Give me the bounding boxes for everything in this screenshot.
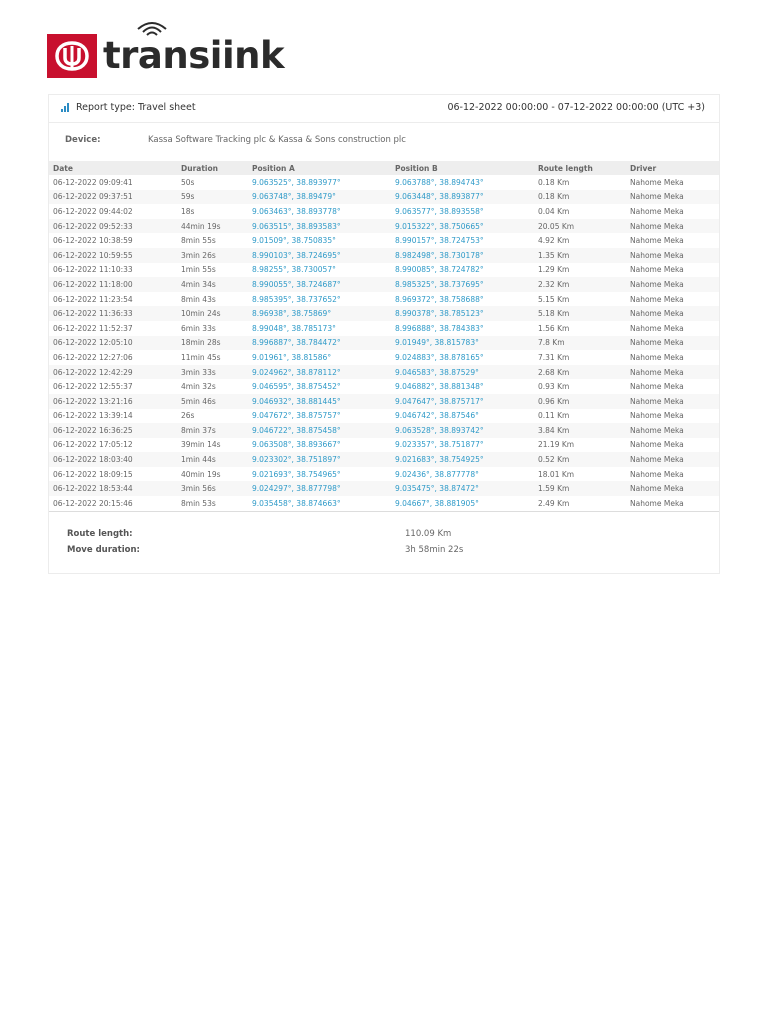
- move-duration-label: Move duration:: [67, 545, 140, 555]
- cell-route-length: 0.04 Km: [538, 206, 570, 216]
- cell-route-length: 7.8 Km: [534, 336, 626, 351]
- column-header-date: Date: [49, 161, 177, 175]
- cell-route-length: 0.18 Km: [538, 177, 570, 187]
- cell-route-length: 21.19 Km: [538, 440, 575, 450]
- cell-duration: 18s: [181, 206, 195, 216]
- cell-date: 06-12-2022 09:44:02: [53, 206, 133, 216]
- cell-position-a[interactable]: 9.063463°, 38.893778°: [252, 206, 341, 216]
- table-row: [49, 350, 719, 365]
- table-row: [49, 248, 719, 263]
- cell-position-a[interactable]: 8.99048°, 38.785173°: [252, 323, 336, 333]
- cell-date: 06-12-2022 12:55:37: [53, 382, 133, 392]
- cell-driver: Nahome Meka: [630, 323, 684, 333]
- brand-logo: [47, 30, 284, 82]
- cell-position-a[interactable]: 9.035458°, 38.874663°: [252, 498, 341, 508]
- cell-route-length: 20.05 Km: [534, 219, 626, 234]
- device-row: [49, 123, 719, 159]
- table-row: [49, 306, 719, 321]
- cell-duration: 8min 37s: [177, 423, 248, 438]
- table-row: [49, 409, 719, 424]
- cell-date: 06-12-2022 10:38:59: [53, 236, 133, 246]
- cell-duration: 59s: [177, 190, 248, 205]
- cell-driver: Nahome Meka: [626, 277, 719, 292]
- cell-route-length: 0.18 Km: [534, 190, 626, 205]
- cell-route-length: 5.18 Km: [534, 306, 626, 321]
- cell-driver: Nahome Meka: [626, 306, 719, 321]
- cell-duration: 4min 34s: [177, 277, 248, 292]
- cell-duration: 26s: [181, 411, 195, 421]
- cell-driver: Nahome Meka: [626, 423, 719, 438]
- cell-duration: 8min 55s: [181, 236, 216, 246]
- cell-position-a[interactable]: 9.01509°, 38.750835°: [252, 236, 336, 246]
- cell-route-length: 1.59 Km: [534, 481, 626, 496]
- table-row: [49, 263, 719, 278]
- cell-position-a[interactable]: 9.063525°, 38.893977°: [252, 177, 341, 187]
- cell-route-length: 5.15 Km: [538, 294, 570, 304]
- cell-position-a[interactable]: 8.96938°, 38.75869°: [248, 306, 391, 321]
- table-row: [49, 394, 719, 409]
- cell-duration: 18min 28s: [177, 336, 248, 351]
- cell-route-length: 0.52 Km: [534, 452, 626, 467]
- cell-driver: Nahome Meka: [626, 248, 719, 263]
- cell-date: 06-12-2022 18:09:15: [53, 469, 133, 479]
- cell-position-b[interactable]: 9.046742°, 38.87546°: [395, 411, 479, 421]
- cell-driver: Nahome Meka: [630, 498, 684, 508]
- cell-position-b[interactable]: 8.996888°, 38.784383°: [395, 323, 484, 333]
- cell-driver: Nahome Meka: [626, 365, 719, 380]
- cell-date: 06-12-2022 10:59:55: [49, 248, 177, 263]
- cell-date: 06-12-2022 13:39:14: [53, 411, 133, 421]
- cell-date: 06-12-2022 09:09:41: [53, 177, 133, 187]
- cell-date: 06-12-2022 09:52:33: [49, 219, 177, 234]
- cell-position-b[interactable]: 9.035475°, 38.87472°: [391, 481, 534, 496]
- table-row: [49, 467, 719, 482]
- cell-route-length: 0.96 Km: [534, 394, 626, 409]
- table-row: [49, 292, 719, 307]
- table-row: [49, 438, 719, 453]
- cell-route-length: 4.92 Km: [538, 236, 570, 246]
- cell-position-a[interactable]: 9.063515°, 38.893583°: [248, 219, 391, 234]
- bar-chart-icon: [61, 103, 70, 112]
- table-row: [49, 321, 719, 336]
- cell-date: 06-12-2022 12:05:10: [49, 336, 177, 351]
- cell-duration: 6min 33s: [181, 323, 216, 333]
- cell-position-b[interactable]: 9.046583°, 38.87529°: [391, 365, 534, 380]
- cell-position-b[interactable]: 9.04667°, 38.881905°: [395, 498, 479, 508]
- device-value: Kassa Software Tracking plc & Kassa & Sons construction plc: [148, 135, 406, 145]
- cell-route-length: 1.35 Km: [534, 248, 626, 263]
- cell-position-b[interactable]: 8.990378°, 38.785123°: [391, 306, 534, 321]
- cell-position-b[interactable]: 9.01949°, 38.815783°: [391, 336, 534, 351]
- cell-date: 06-12-2022 12:27:06: [53, 352, 133, 362]
- table-header-row: [49, 161, 719, 175]
- cell-route-length: 3.84 Km: [534, 423, 626, 438]
- cell-position-a[interactable]: 9.046932°, 38.881445°: [248, 394, 391, 409]
- cell-duration: 5min 46s: [177, 394, 248, 409]
- cell-position-b[interactable]: 8.990157°, 38.724753°: [395, 236, 484, 246]
- cell-duration: 8min 53s: [181, 498, 216, 508]
- table-row: [49, 204, 719, 219]
- column-header-position-a: Position A: [248, 161, 391, 175]
- column-header-position-b: Position B: [391, 161, 534, 175]
- cell-route-length: 2.49 Km: [538, 498, 570, 508]
- cell-duration: 4min 32s: [181, 382, 216, 392]
- table-row: [49, 481, 719, 496]
- cell-driver: Nahome Meka: [626, 219, 719, 234]
- table-row: [49, 233, 719, 248]
- table-row: [49, 452, 719, 467]
- cell-position-b[interactable]: 9.023357°, 38.751877°: [395, 440, 484, 450]
- cell-driver: Nahome Meka: [630, 352, 684, 362]
- cell-driver: Nahome Meka: [630, 469, 684, 479]
- report-type-label: Report type: Travel sheet: [76, 102, 196, 113]
- report-header: [49, 95, 719, 123]
- cell-duration: 50s: [181, 177, 195, 187]
- column-header-driver: Driver: [626, 161, 719, 175]
- signal-wave-icon: [135, 18, 169, 36]
- cell-position-b[interactable]: 9.024883°, 38.878165°: [395, 352, 484, 362]
- transiink-logo-icon: [47, 34, 97, 78]
- cell-position-a[interactable]: 8.990103°, 38.724695°: [248, 248, 391, 263]
- cell-position-b[interactable]: 9.021683°, 38.754925°: [391, 452, 534, 467]
- cell-date: 06-12-2022 11:52:37: [53, 323, 133, 333]
- cell-position-b[interactable]: 9.063448°, 38.893877°: [391, 190, 534, 205]
- table-row: [49, 190, 719, 205]
- cell-position-b[interactable]: 9.047647°, 38.875717°: [391, 394, 534, 409]
- cell-duration: 40min 19s: [181, 469, 221, 479]
- cell-route-length: 2.32 Km: [534, 277, 626, 292]
- cell-position-a[interactable]: 8.996887°, 38.784472°: [248, 336, 391, 351]
- cell-position-b[interactable]: 9.063788°, 38.894743°: [395, 177, 484, 187]
- cell-driver: Nahome Meka: [630, 382, 684, 392]
- cell-position-a[interactable]: 9.024962°, 38.878112°: [248, 365, 391, 380]
- column-header-route-length: Route length: [534, 161, 626, 175]
- cell-driver: Nahome Meka: [630, 440, 684, 450]
- table-row: [49, 336, 719, 351]
- cell-duration: 1min 55s: [181, 265, 216, 275]
- cell-driver: Nahome Meka: [626, 394, 719, 409]
- cell-driver: Nahome Meka: [630, 206, 684, 216]
- cell-duration: 8min 43s: [181, 294, 216, 304]
- travel-sheet-report: [48, 94, 720, 574]
- cell-duration: 39min 14s: [181, 440, 221, 450]
- table-row: [49, 365, 719, 380]
- cell-route-length: 1.29 Km: [538, 265, 570, 275]
- cell-duration: 3min 26s: [177, 248, 248, 263]
- cell-position-b[interactable]: 8.982498°, 38.730178°: [391, 248, 534, 263]
- cell-date: 06-12-2022 12:42:29: [49, 365, 177, 380]
- table-row: [49, 277, 719, 292]
- cell-position-b[interactable]: 8.969372°, 38.758688°: [395, 294, 484, 304]
- cell-date: 06-12-2022 17:05:12: [53, 440, 133, 450]
- cell-position-b[interactable]: 9.046882°, 38.881348°: [395, 382, 484, 392]
- cell-position-a[interactable]: 9.024297°, 38.877798°: [248, 481, 391, 496]
- cell-route-length: 0.93 Km: [538, 382, 570, 392]
- cell-position-b[interactable]: 9.015322°, 38.750665°: [391, 219, 534, 234]
- trips-table-body: [49, 175, 719, 511]
- cell-route-length: 1.56 Km: [538, 323, 570, 333]
- cell-position-b[interactable]: 9.063528°, 38.893742°: [391, 423, 534, 438]
- cell-position-a[interactable]: 9.023302°, 38.751897°: [248, 452, 391, 467]
- table-row: [49, 423, 719, 438]
- cell-position-b[interactable]: 8.985325°, 38.737695°: [391, 277, 534, 292]
- cell-position-a[interactable]: 8.985395°, 38.737652°: [252, 294, 341, 304]
- cell-date: 06-12-2022 11:10:33: [53, 265, 133, 275]
- cell-route-length: 0.11 Km: [538, 411, 570, 421]
- brand-name: transiink: [103, 34, 285, 77]
- move-duration-value: 3h 58min 22s: [405, 545, 464, 555]
- table-row: [49, 219, 719, 234]
- cell-duration: 3min 56s: [177, 481, 248, 496]
- cell-position-a[interactable]: 9.063748°, 38.89479°: [248, 190, 391, 205]
- table-row: [49, 496, 719, 511]
- cell-driver: Nahome Meka: [630, 265, 684, 275]
- cell-duration: 3min 33s: [177, 365, 248, 380]
- cell-driver: Nahome Meka: [626, 481, 719, 496]
- cell-route-length: 7.31 Km: [538, 352, 570, 362]
- cell-driver: Nahome Meka: [630, 411, 684, 421]
- cell-duration: 10min 24s: [177, 306, 248, 321]
- cell-position-a[interactable]: 9.046595°, 38.875452°: [252, 382, 341, 392]
- cell-date: 06-12-2022 11:18:00: [49, 277, 177, 292]
- cell-position-a[interactable]: 9.046722°, 38.875458°: [248, 423, 391, 438]
- cell-position-b[interactable]: 9.02436°, 38.877778°: [395, 469, 479, 479]
- cell-date: 06-12-2022 11:36:33: [49, 306, 177, 321]
- cell-position-b[interactable]: 9.063577°, 38.893558°: [395, 206, 484, 216]
- cell-route-length: 18.01 Km: [538, 469, 575, 479]
- cell-date: 06-12-2022 18:03:40: [49, 452, 177, 467]
- cell-driver: Nahome Meka: [630, 236, 684, 246]
- cell-driver: Nahome Meka: [626, 452, 719, 467]
- column-header-duration: Duration: [177, 161, 248, 175]
- report-period: 06-12-2022 00:00:00 - 07-12-2022 00:00:00 (UTC +3): [447, 102, 705, 113]
- device-label: Device:: [65, 135, 101, 145]
- cell-position-a[interactable]: 8.98255°, 38.730057°: [252, 265, 336, 275]
- table-row: [49, 379, 719, 394]
- cell-date: 06-12-2022 13:21:16: [49, 394, 177, 409]
- cell-position-a[interactable]: 9.021693°, 38.754965°: [252, 469, 341, 479]
- table-divider: [49, 511, 719, 512]
- cell-date: 06-12-2022 09:37:51: [49, 190, 177, 205]
- route-length-label: Route length:: [67, 529, 133, 539]
- cell-route-length: 2.68 Km: [534, 365, 626, 380]
- cell-position-a[interactable]: 9.063508°, 38.893667°: [252, 440, 341, 450]
- cell-date: 06-12-2022 16:36:25: [49, 423, 177, 438]
- cell-position-a[interactable]: 8.990055°, 38.724687°: [248, 277, 391, 292]
- cell-driver: Nahome Meka: [630, 177, 684, 187]
- cell-position-a[interactable]: 9.01961°, 38.81586°: [252, 352, 332, 362]
- table-row: [49, 175, 719, 190]
- cell-duration: 44min 19s: [177, 219, 248, 234]
- cell-date: 06-12-2022 11:23:54: [53, 294, 133, 304]
- cell-driver: Nahome Meka: [626, 336, 719, 351]
- cell-date: 06-12-2022 18:53:44: [49, 481, 177, 496]
- cell-position-a[interactable]: 9.047672°, 38.875757°: [252, 411, 341, 421]
- cell-duration: 1min 44s: [177, 452, 248, 467]
- cell-driver: Nahome Meka: [626, 190, 719, 205]
- cell-position-b[interactable]: 8.990085°, 38.724782°: [395, 265, 484, 275]
- cell-duration: 11min 45s: [181, 352, 221, 362]
- cell-driver: Nahome Meka: [630, 294, 684, 304]
- route-length-value: 110.09 Km: [405, 529, 452, 539]
- trips-table: [49, 161, 719, 511]
- report-type: [61, 102, 196, 113]
- cell-date: 06-12-2022 20:15:46: [53, 498, 133, 508]
